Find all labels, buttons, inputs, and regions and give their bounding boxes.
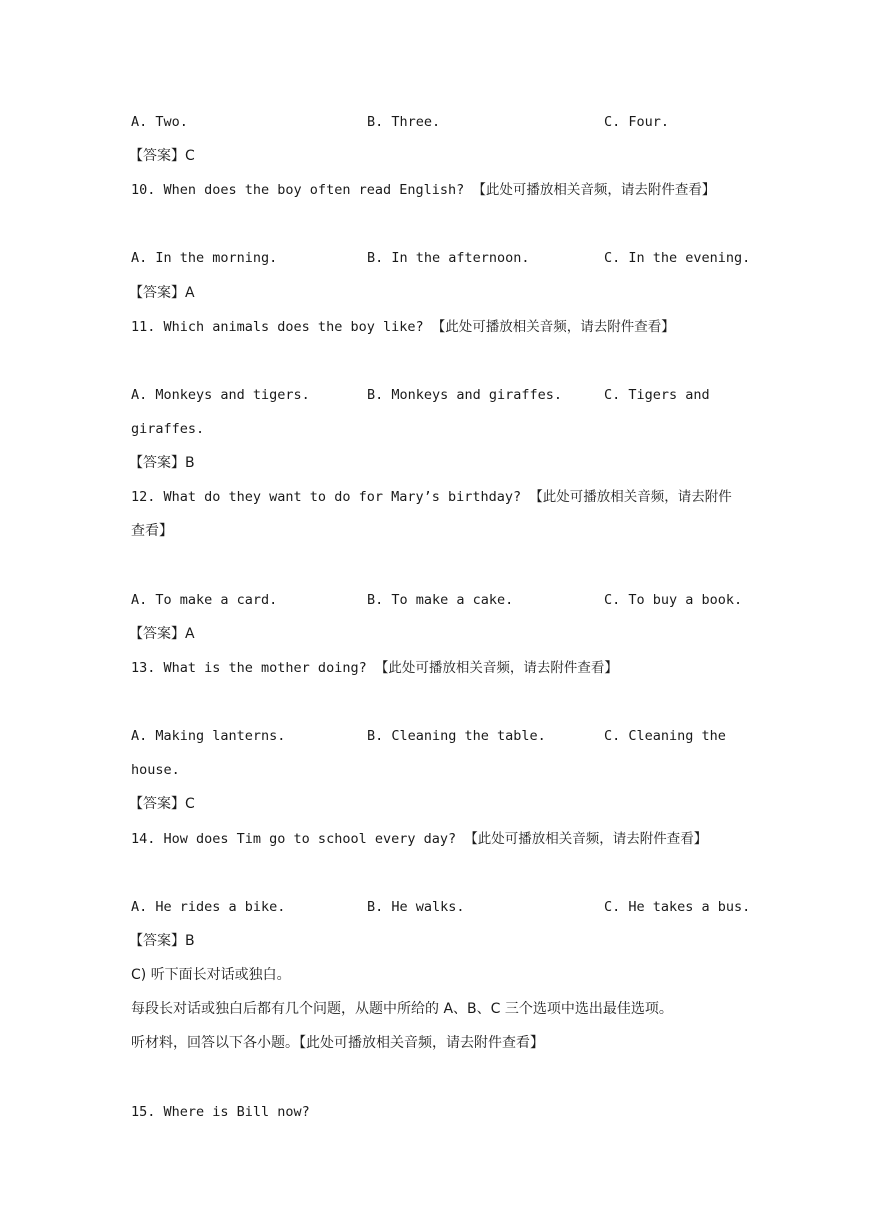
q9-answer: 【答案】C [129, 148, 195, 164]
q13-answer: 【答案】C [129, 796, 195, 812]
q12-answer: 【答案】A [129, 626, 195, 642]
q13-option-c-continued: house. [131, 762, 180, 778]
q10-option-a: A. In the morning. [131, 250, 278, 266]
q10-option-b: B. In the afternoon. [367, 250, 530, 266]
q15-question: 15. Where is Bill now? [131, 1104, 310, 1120]
q14-answer: 【答案】B [129, 933, 195, 949]
q12-option-b: B. To make a cake. [367, 592, 514, 608]
q13-option-a: A. Making lanterns. [131, 728, 286, 744]
q12-question-line2: 查看】 [131, 523, 173, 539]
q12-question-line1: 12. What do they want to do for Mary’s birthday? 【此处可播放相关音频，请去附件 [131, 489, 732, 505]
q14-option-a: A. He rides a bike. [131, 899, 286, 915]
q10-question: 10. When does the boy often read English? 【此处可播放相关音频，请去附件查看】 [131, 182, 716, 198]
q14-option-b: B. He walks. [367, 899, 465, 915]
q14-option-c: C. He takes a bus. [604, 899, 751, 915]
q12-option-a: A. To make a card. [131, 592, 278, 608]
q9-option-a: A. Two. [131, 114, 188, 130]
q11-option-b: B. Monkeys and giraffes. [367, 387, 563, 403]
section-c-heading: C) 听下面长对话或独白。 [131, 967, 291, 983]
q13-question: 13. What is the mother doing? 【此处可播放相关音频，请去附件查看】 [131, 660, 618, 676]
section-c-material: 听材料，回答以下各小题。【此处可播放相关音频，请去附件查看】 [131, 1035, 544, 1051]
section-c-instruction: 每段长对话或独白后都有几个问题，从题中所给的 A、B、C 三个选项中选出最佳选项。 [131, 1001, 673, 1017]
q9-option-b: B. Three. [367, 114, 441, 130]
q11-answer: 【答案】B [129, 455, 195, 471]
q14-question: 14. How does Tim go to school every day? 【此处可播放相关音频，请去附件查看】 [131, 831, 708, 847]
q11-option-c-continued: giraffes. [131, 421, 205, 437]
q13-option-c: C. Cleaning the [604, 728, 726, 744]
q10-answer: 【答案】A [129, 285, 195, 301]
q13-option-b: B. Cleaning the table. [367, 728, 546, 744]
q11-option-c: C. Tigers and [604, 387, 710, 403]
q9-option-c: C. Four. [604, 114, 670, 130]
q11-question: 11. Which animals does the boy like? 【此处可播放相关音频，请去附件查看】 [131, 319, 675, 335]
q10-option-c: C. In the evening. [604, 250, 751, 266]
q11-option-a: A. Monkeys and tigers. [131, 387, 310, 403]
q12-option-c: C. To buy a book. [604, 592, 743, 608]
